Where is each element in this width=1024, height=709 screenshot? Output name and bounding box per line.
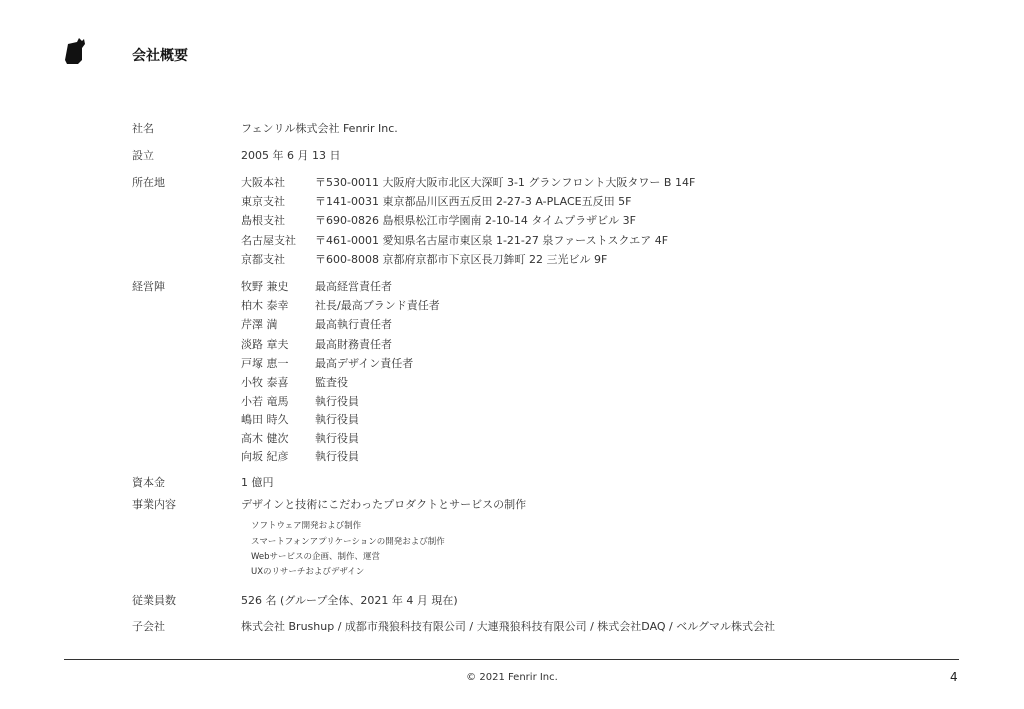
executive-role: 執行役員 (315, 432, 359, 445)
executive-name: 淡路 章夫 (241, 338, 289, 351)
office-address: 〒141-0031 東京都品川区西五反田 2-27-3 A-PLACE五反田 5F (315, 195, 632, 208)
executive-role: 執行役員 (315, 450, 359, 463)
office-name: 東京支社 (241, 195, 285, 208)
executive-name: 嶋田 時久 (241, 413, 289, 426)
capital-value: 1 億円 (241, 476, 274, 489)
executive-name: 向坂 紀彦 (241, 450, 289, 463)
executive-role: 最高経営責任者 (315, 280, 392, 293)
office-name: 島根支社 (241, 214, 285, 227)
subsidiaries-value: 株式会社 Brushup / 成都市飛狼科技有限公司 / 大連飛狼科技有限公司 / 株式会社DAQ / ベルグマル株式会社 (241, 620, 776, 633)
business-label: 事業内容 (132, 498, 176, 511)
executive-role: 最高財務責任者 (315, 338, 392, 351)
office-address: 〒530-0011 大阪府大阪市北区大深町 3-1 グランフロント大阪タワー B 14F (315, 176, 696, 189)
executive-name: 柏木 泰幸 (241, 299, 289, 312)
business-value: デザインと技術にこだわったプロダクトとサービスの制作 (241, 498, 527, 511)
executive-role: 執行役員 (315, 395, 359, 408)
company-name-value: フェンリル株式会社 Fenrir Inc. (241, 122, 398, 135)
executive-role: 最高デザイン責任者 (315, 357, 414, 370)
company-name-label: 社名 (132, 122, 154, 135)
employees-label: 従業員数 (132, 594, 176, 607)
established-value: 2005 年 6 月 13 日 (241, 149, 341, 162)
executive-name: 戸塚 恵一 (241, 357, 289, 370)
location-label: 所在地 (132, 176, 165, 189)
executive-role: 社長/最高ブランド責任者 (315, 299, 440, 312)
employees-value: 526 名 (グループ全体、2021 年 4 月 現在) (241, 594, 458, 607)
established-label: 設立 (132, 149, 154, 162)
office-address: 〒600-8008 京都府京都市下京区長刀鉾町 22 三光ビル 9F (315, 253, 608, 266)
executive-name: 高木 健次 (241, 432, 289, 445)
executive-name: 小若 竜馬 (241, 395, 289, 408)
executive-name: 芹澤 満 (241, 318, 278, 331)
executive-role: 執行役員 (315, 413, 359, 426)
fenrir-logo-icon (64, 38, 86, 64)
business-item: ソフトウェア開発および制作 (251, 521, 362, 531)
office-name: 京都支社 (241, 253, 285, 266)
office-name: 大阪本社 (241, 176, 285, 189)
executive-name: 牧野 兼史 (241, 280, 289, 293)
page-title: 会社概要 (132, 48, 188, 64)
office-address: 〒461-0001 愛知県名古屋市東区泉 1-21-27 泉ファーストスクエア 4F (315, 234, 669, 247)
office-address: 〒690-0826 島根県松江市学園南 2-10-14 タイムプラザビル 3F (315, 214, 636, 227)
footer-divider (64, 659, 959, 660)
subsidiaries-label: 子会社 (132, 620, 165, 633)
business-item: スマートフォンアプリケーションの開発および制作 (251, 537, 445, 547)
executive-name: 小牧 泰喜 (241, 376, 289, 389)
capital-label: 資本金 (132, 476, 165, 489)
copyright: © 2021 Fenrir Inc. (466, 672, 558, 683)
office-name: 名古屋支社 (241, 234, 296, 247)
business-item: UXのリサーチおよびデザイン (251, 567, 365, 577)
page-number: 4 (950, 670, 958, 684)
executive-role: 監査役 (315, 376, 348, 389)
management-label: 経営陣 (132, 280, 165, 293)
executive-role: 最高執行責任者 (315, 318, 392, 331)
business-item: Webサービスの企画、制作、運営 (251, 552, 381, 562)
